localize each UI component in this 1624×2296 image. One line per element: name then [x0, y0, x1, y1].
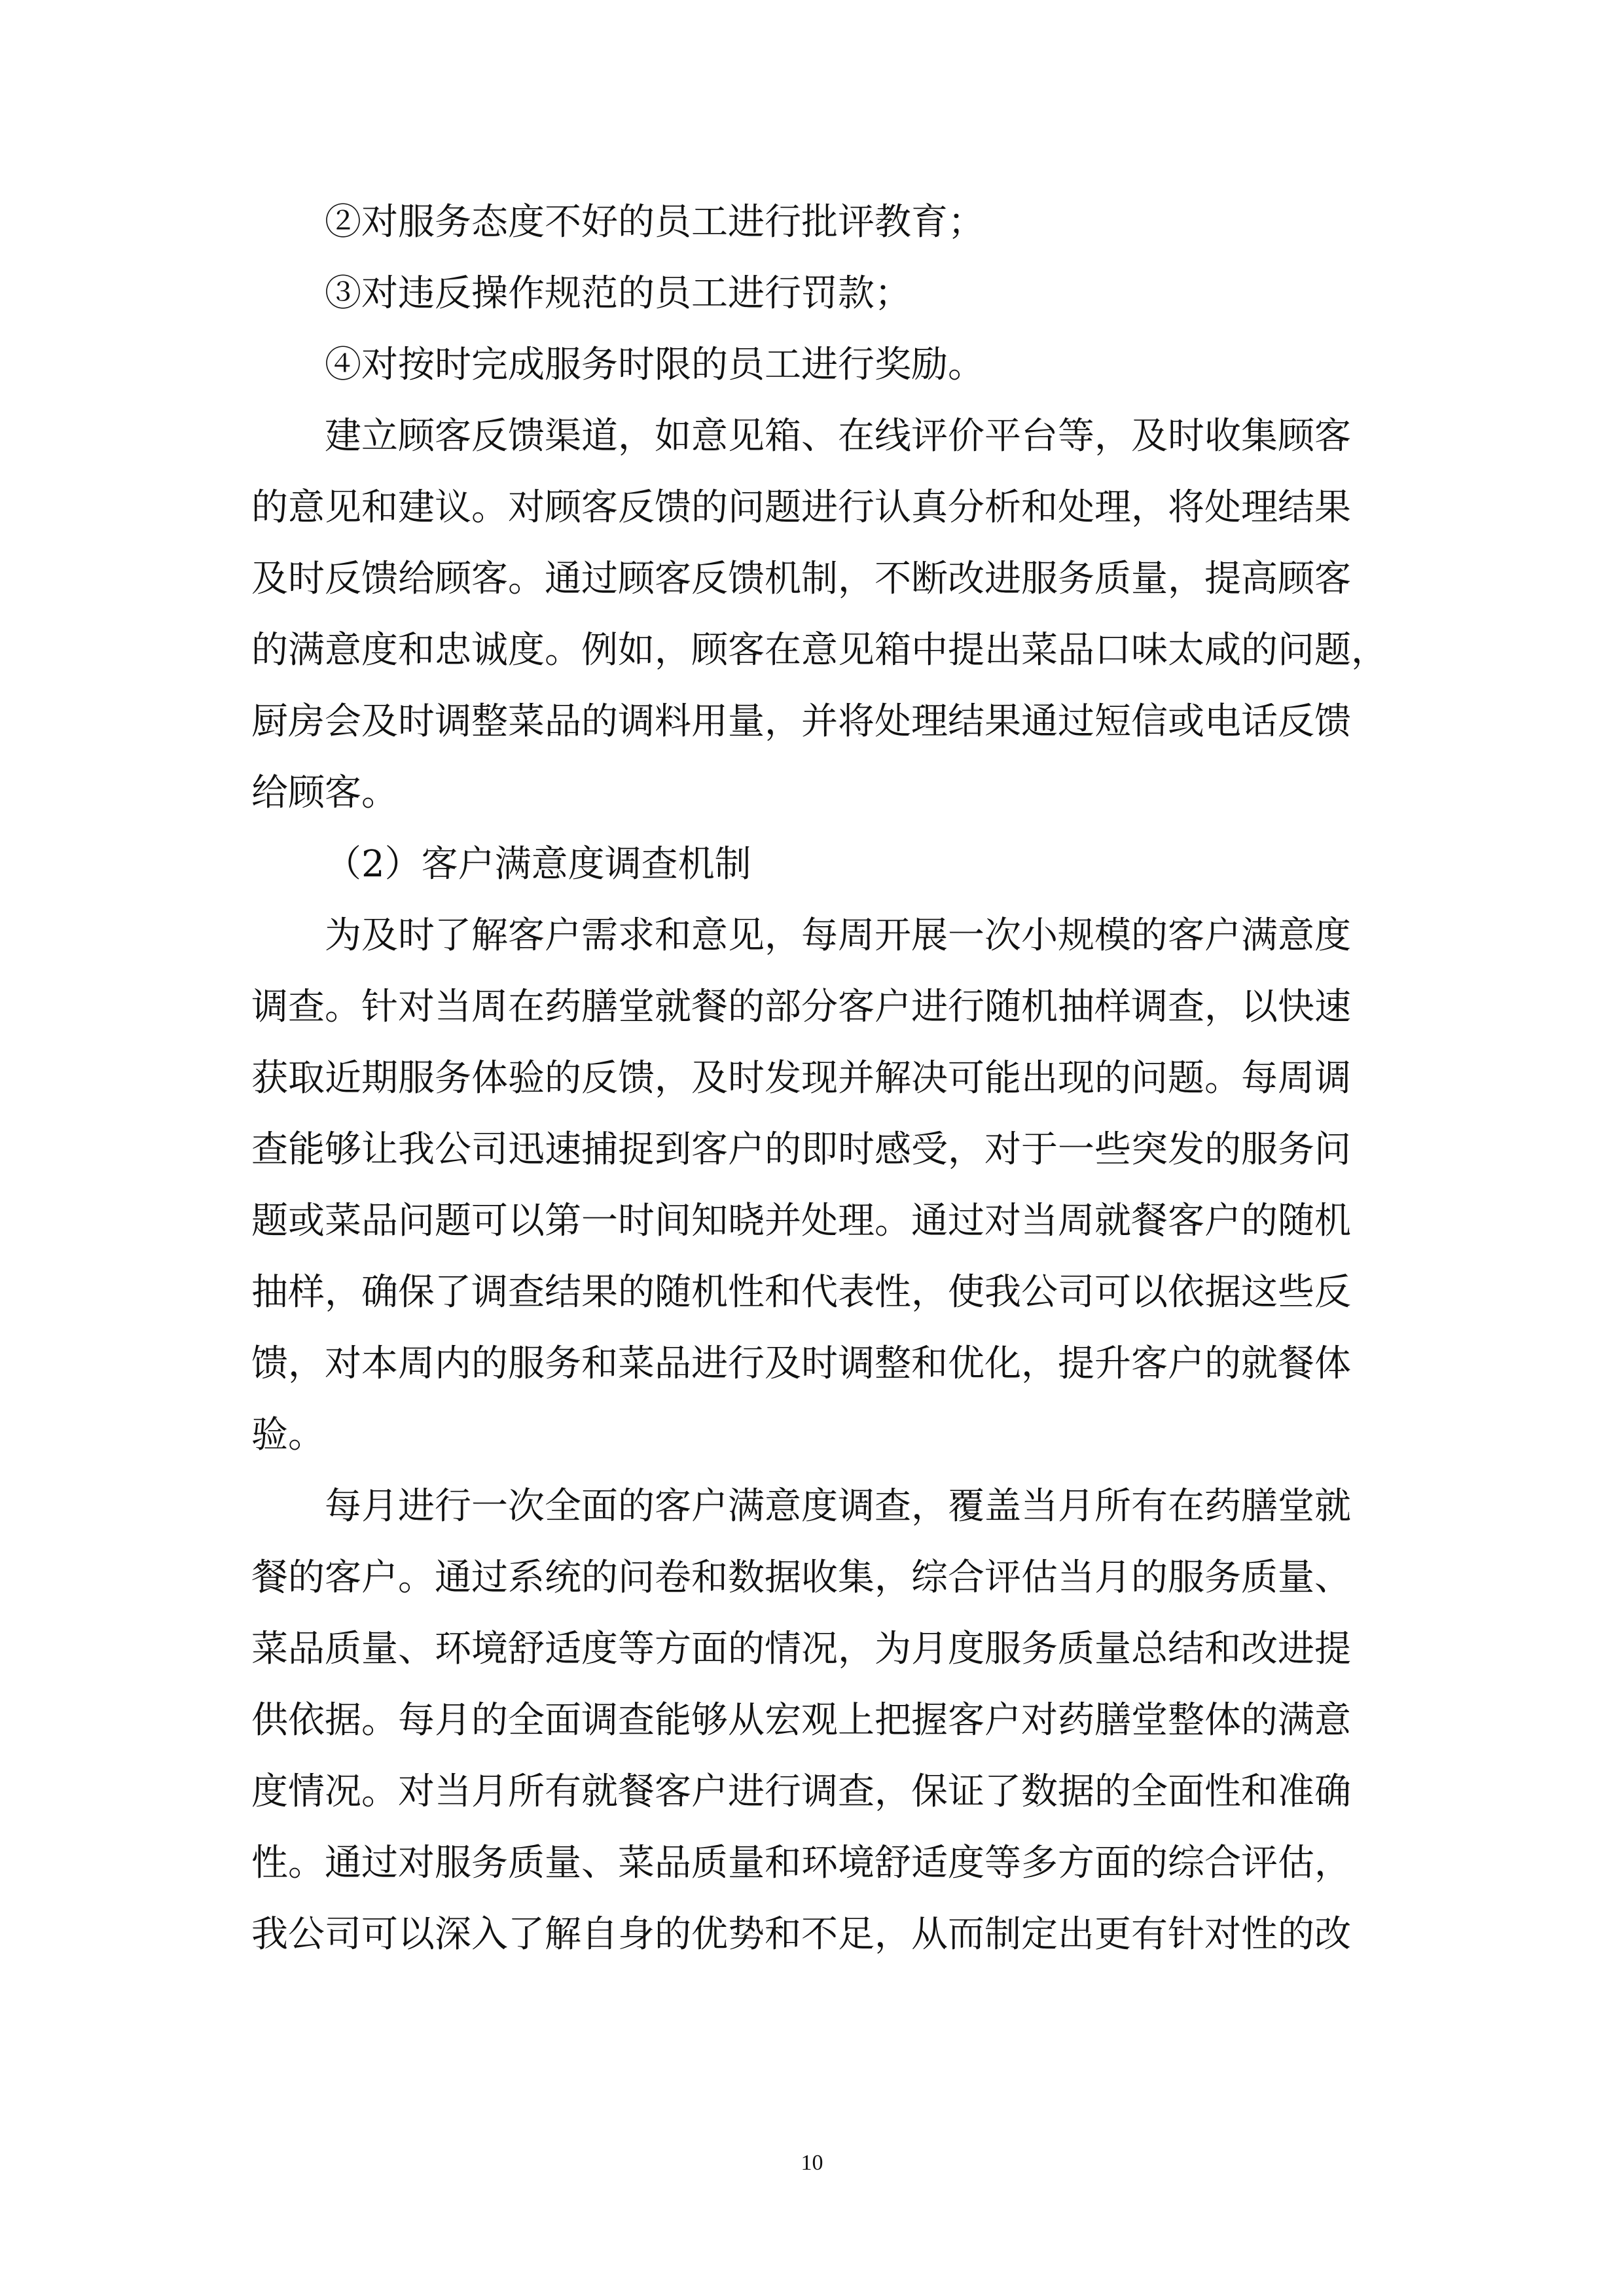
paragraph-line: 度情况。对当月所有就餐客户进行调查，保证了数据的全面性和准确 — [251, 1770, 1351, 1813]
paragraph-line: 供依据。每月的全面调查能够从宏观上把握客户对药膳堂整体的满意 — [251, 1699, 1351, 1742]
paragraph-line: 厨房会及时调整菜品的调料用量，并将处理结果通过短信或电话反馈 — [251, 700, 1351, 743]
paragraph-line: 查能够让我公司迅速捕捉到客户的即时感受，对于一些突发的服务问 — [251, 1128, 1351, 1171]
paragraph-line: 题或菜品问题可以第一时间知晓并处理。通过对当周就餐客户的随机 — [251, 1200, 1351, 1242]
paragraph-line: 及时反馈给顾客。通过顾客反馈机制，不断改进服务质量，提高顾客 — [251, 558, 1351, 600]
paragraph-line: 给顾客。 — [251, 772, 398, 814]
section-heading: （2）客户满意度调查机制 — [325, 843, 751, 886]
paragraph-line: 的满意度和忠诚度。例如，顾客在意见箱中提出菜品口味太咸的问题， — [251, 629, 1388, 672]
paragraph-line: 性。通过对服务质量、菜品质量和环境舒适度等多方面的综合评估， — [251, 1842, 1351, 1884]
paragraph-line: 每月进行一次全面的客户满意度调查，覆盖当月所有在药膳堂就 — [325, 1485, 1351, 1528]
list-item-2: ②对服务态度不好的员工进行批评教育； — [325, 201, 984, 243]
paragraph-line: 建立顾客反馈渠道，如意见箱、在线评价平台等，及时收集顾客 — [325, 415, 1351, 457]
paragraph-line: 为及时了解客户需求和意见，每周开展一次小规模的客户满意度 — [325, 914, 1351, 957]
list-item-3: ③对违反操作规范的员工进行罚款； — [325, 272, 911, 315]
body-text — [251, 187, 1388, 1970]
paragraph-line: 餐的客户。通过系统的问卷和数据收集，综合评估当月的服务质量、 — [251, 1556, 1351, 1599]
paragraph-line: 抽样，确保了调查结果的随机性和代表性，使我公司可以依据这些反 — [251, 1271, 1351, 1314]
paragraph-line: 验。 — [251, 1414, 325, 1456]
list-item-4: ④对按时完成服务时限的员工进行奖励。 — [325, 344, 984, 386]
paragraph-line: 获取近期服务体验的反馈，及时发现并解决可能出现的问题。每周调 — [251, 1057, 1351, 1100]
paragraph-line: 馈，对本周内的服务和菜品进行及时调整和优化，提升客户的就餐体 — [251, 1342, 1351, 1385]
paragraph-line: 我公司可以深入了解自身的优势和不足，从而制定出更有针对性的改 — [251, 1913, 1351, 1956]
page-number: 10 — [801, 2151, 823, 2175]
paragraph-line: 的意见和建议。对顾客反馈的问题进行认真分析和处理，将处理结果 — [251, 486, 1351, 529]
paragraph-line: 调查。针对当周在药膳堂就餐的部分客户进行随机抽样调查，以快速 — [251, 986, 1351, 1028]
paragraph-line: 菜品质量、环境舒适度等方面的情况，为月度服务质量总结和改进提 — [251, 1628, 1351, 1670]
